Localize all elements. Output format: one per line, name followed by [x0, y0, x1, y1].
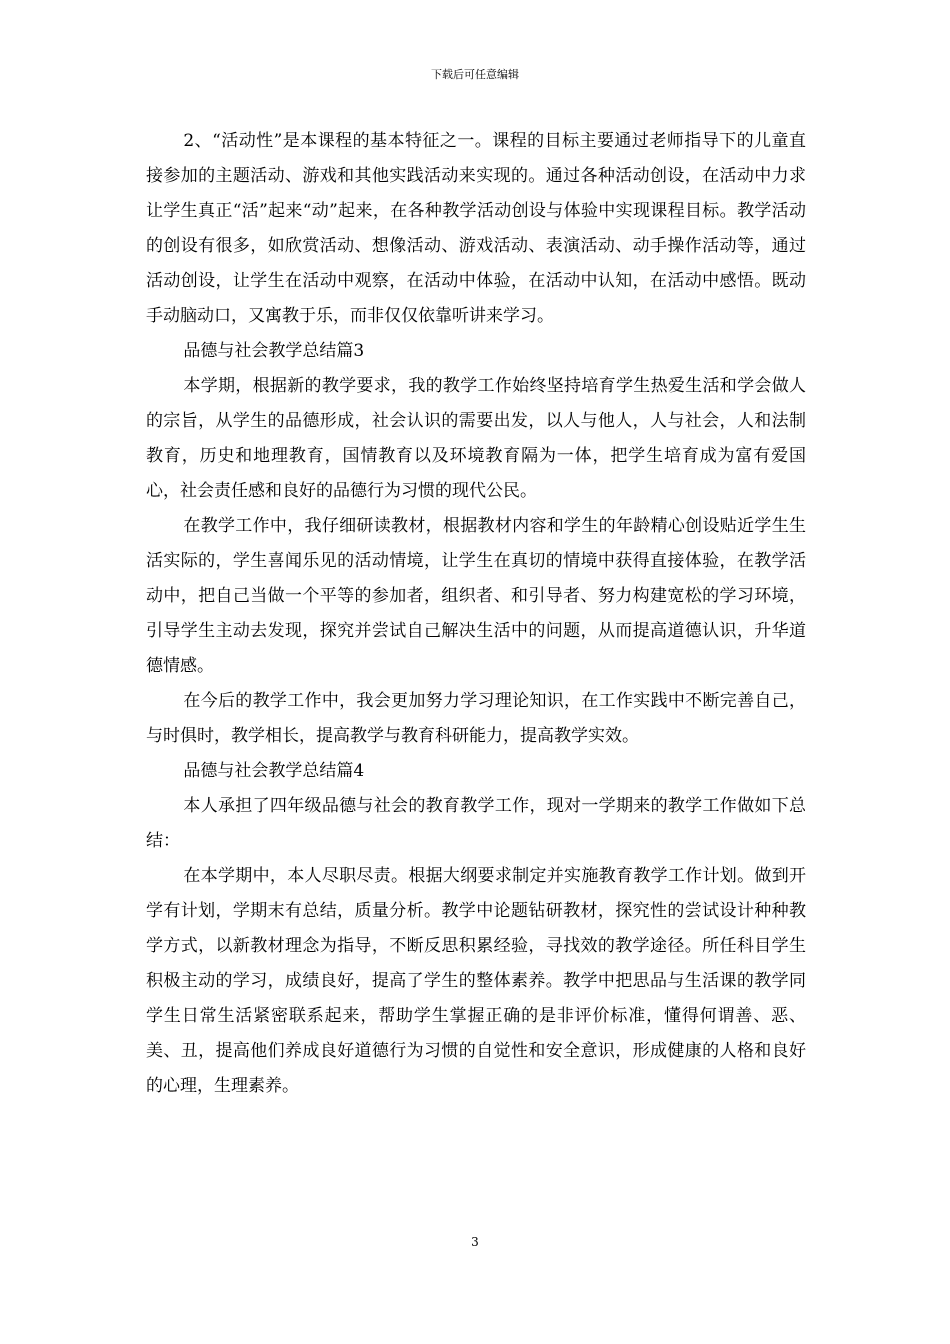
section-heading-3: 品德与社会教学总结篇3	[183, 341, 365, 361]
paragraph-semester-duties: 在本学期中，本人尽职尽责。根据大纲要求制定并实施教育教学工作计划。做到开学有计划，学期末有总结，质量分析。教学中论题钻研教材，探究性的尝试设计种种教学方式，以新教材理念为指导，不断反思积累经验，寻找效的教学途径。所任科目学生积极主动的学习，成绩良好，提高了学生的整体素养。教学中把思品与生活课的教学同学生日常生活紧密联系起来，帮助学生掌握正确的是非评价标准，懂得何谓善、恶、美、丑，提高他们养成良好道德行为习惯的自觉性和安全意识，形成健康的人格和良好的心理，生理素养。	[146, 866, 806, 1096]
paragraph-activity: 2、“活动性”是本课程的基本特征之一。课程的目标主要通过老师指导下的儿童直接参加的主题活动、游戏和其他实践活动来实现的。通过各种活动创设，在活动中力求让学生真正“活”起来“动”起来，在各种教学活动创设与体验中实现课程目标。教学活动的创设有很多，如欣赏活动、想像活动、游戏活动、表演活动、动手操作活动等，通过活动创设，让学生在活动中观察，在活动中体验，在活动中认知，在活动中感悟。既动手动脑动口，又寓教于乐，而非仅仅依靠听讲来学习。	[146, 131, 806, 326]
document-body	[146, 124, 806, 1104]
section-heading-4: 品德与社会教学总结篇4	[183, 761, 365, 781]
paragraph-teaching-work: 在教学工作中，我仔细研读教材，根据教材内容和学生的年龄精心创设贴近学生生活实际的，学生喜闻乐见的活动情境，让学生在真切的情境中获得直接体验，在教学活动中，把自己当做一个平等的参加者，组织者、和引导者、努力构建宽松的学习环境，引导学生主动去发现，探究并尝试自己解决生活中的问题，从而提高道德认识，升华道德情感。	[146, 516, 806, 676]
page-header: 下载后可任意编辑	[431, 68, 519, 81]
paragraph-future-work: 在今后的教学工作中，我会更加努力学习理论知识，在工作实践中不断完善自己，与时俱时，教学相长，提高教学与教育科研能力，提高教学实效。	[146, 691, 806, 746]
paragraph-intro-grade4: 本人承担了四年级品德与社会的教育教学工作，现对一学期来的教学工作做如下总结：	[146, 796, 806, 851]
page-number: 3	[471, 1235, 479, 1249]
paragraph-semester: 本学期，根据新的教学要求，我的教学工作始终坚持培育学生热爱生活和学会做人的宗旨，从学生的品德形成，社会认识的需要出发，以人与他人，人与社会，人和法制教育，历史和地理教育，国情教育以及环境教育隔为一体，把学生培育成为富有爱国心，社会责任感和良好的品德行为习惯的现代公民。	[146, 376, 806, 501]
